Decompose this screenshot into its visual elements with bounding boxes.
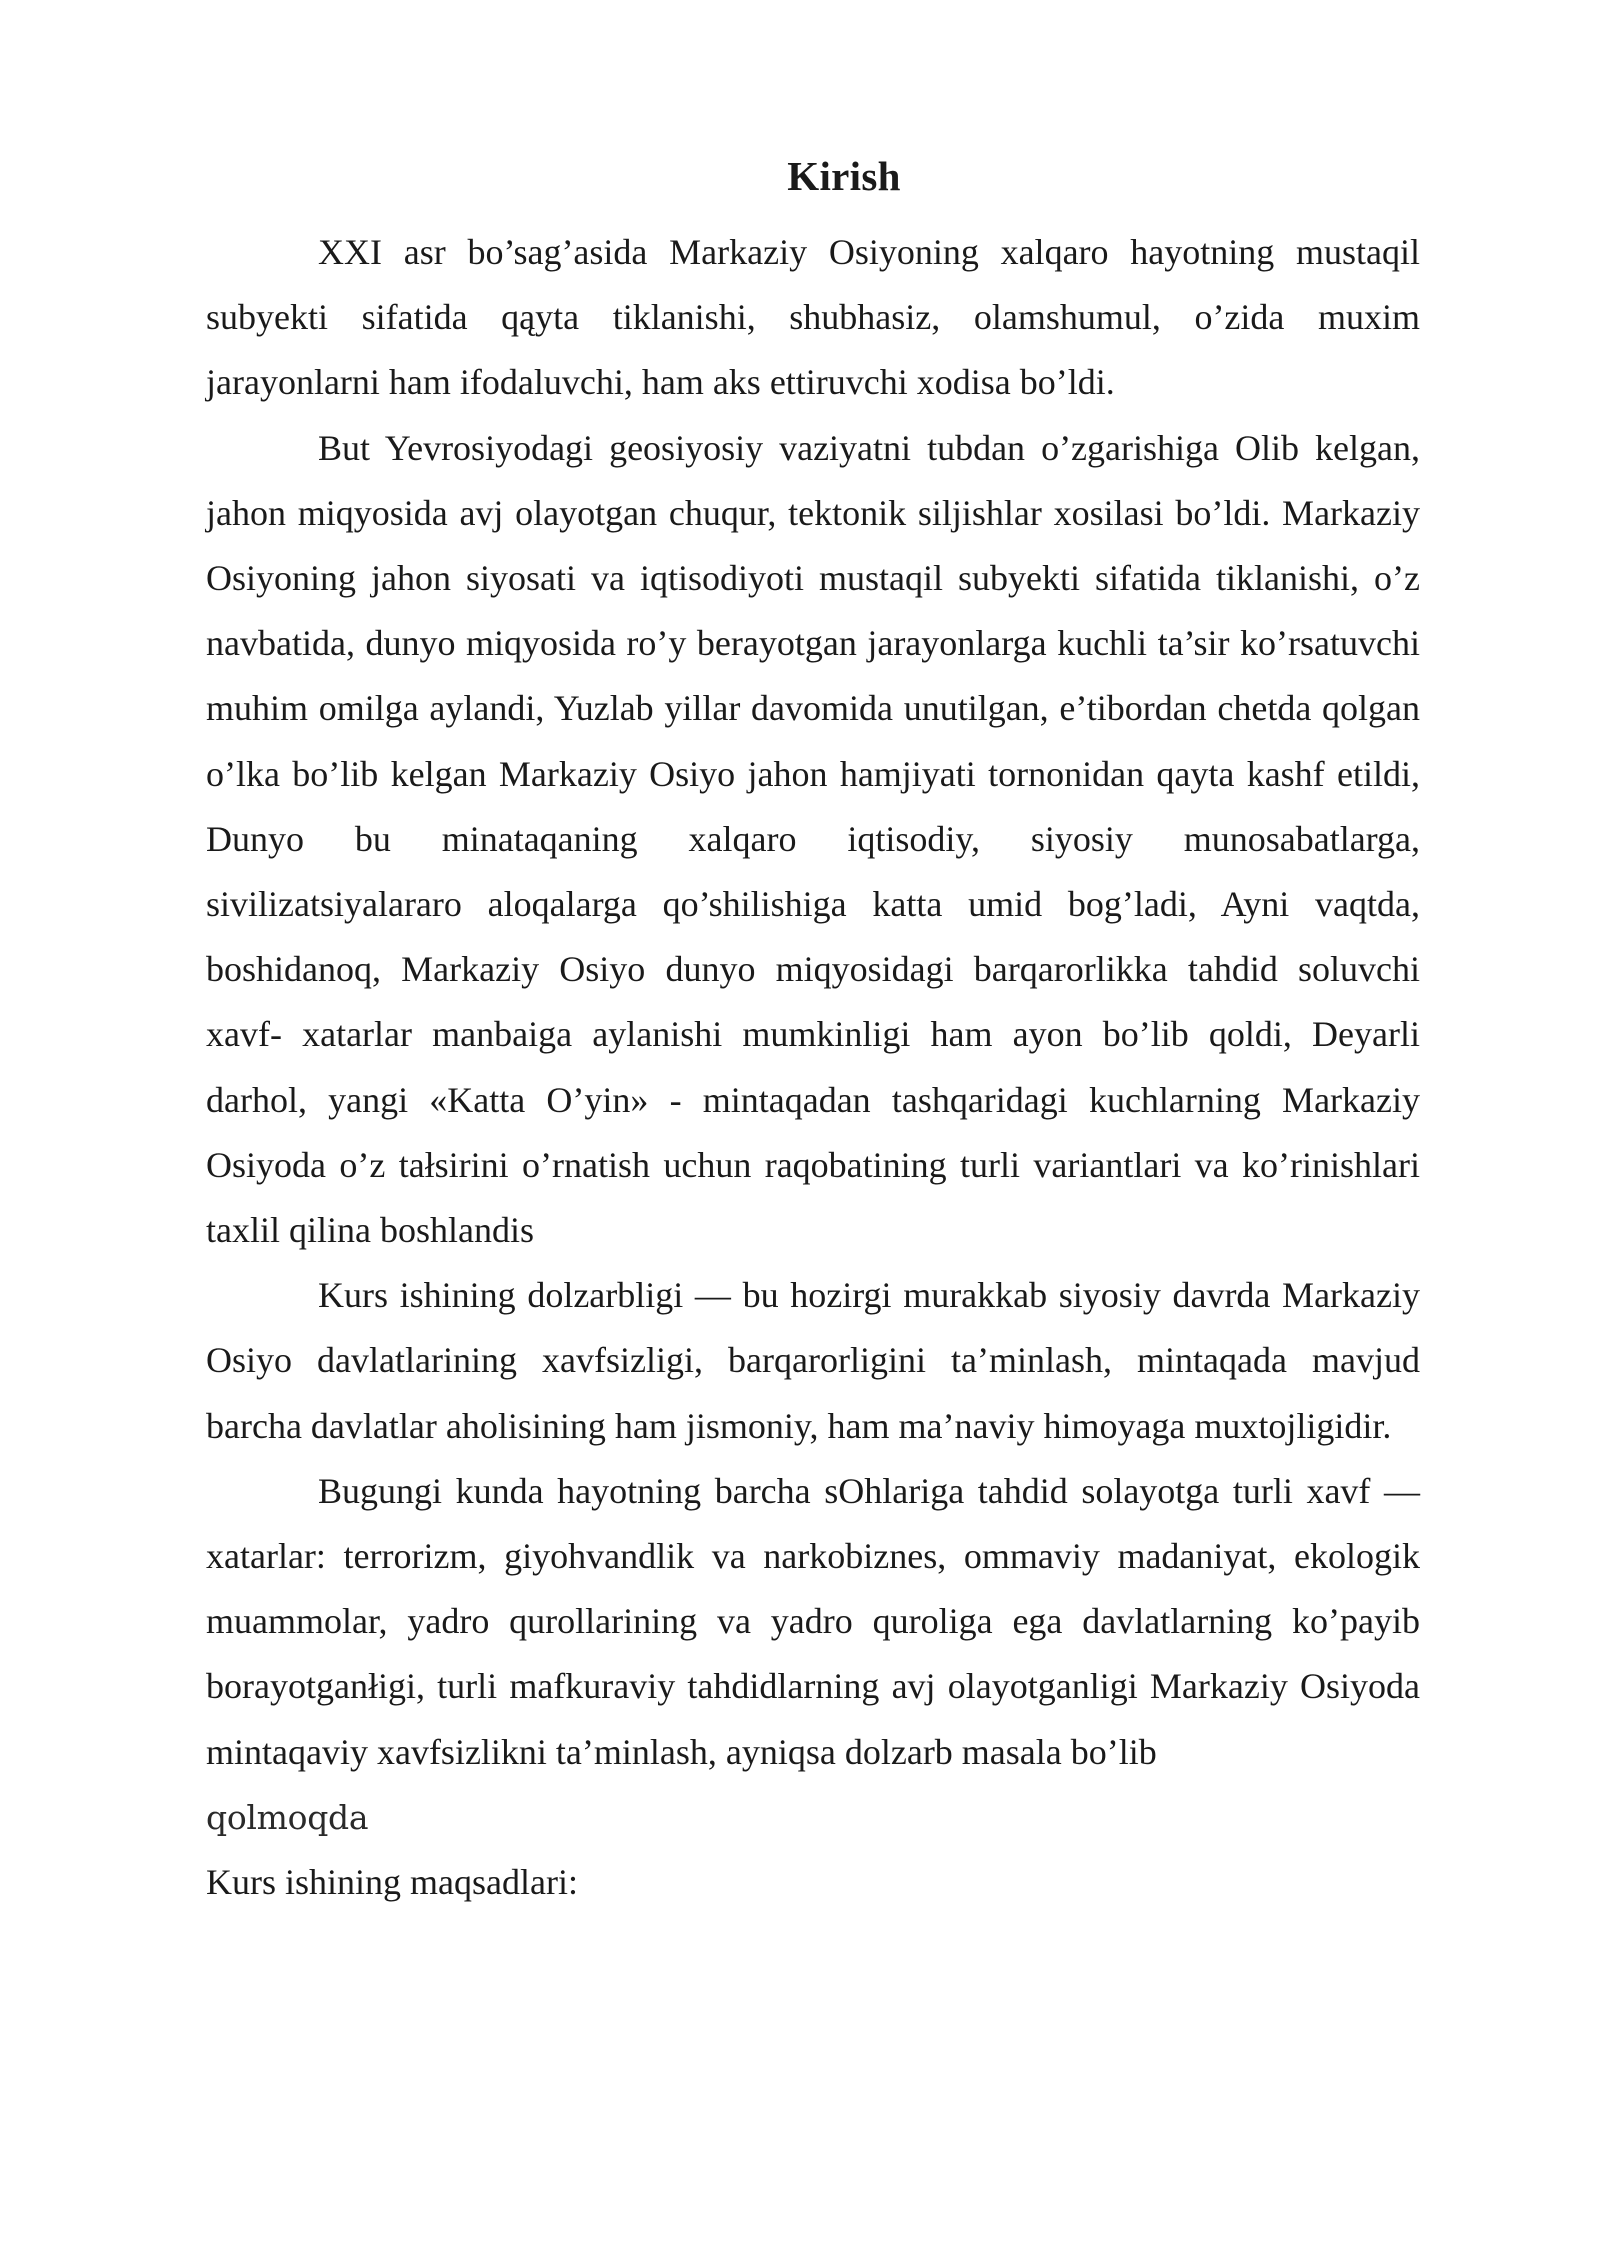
document-body — [206, 220, 1420, 1915]
page-title: Kirish — [787, 153, 901, 199]
paragraph-1: XXI asr bo’sag’asida Markaziy Osiyoning xalqaro hayotning mustaqil subyekti sifatida qąyta tiklanishi, shubhasiz, olamshumul, o’zida muxim jarayonlarni ham ifodaluvchi, ham aks ettiruvchi xodisa bo’ldi. — [206, 232, 1420, 403]
paragraph-4: Bugungi kunda hayotning barcha sOhlariga tahdid solayotga turli xavf — xatarlar: terrorizm, giyohvandlik va narkobiznes, ommaviy madaniyat, ekologik muammolar, yadro qurollarining va yadro quroliga ega davlatlarning ko’payib borayotganłigi, turli mafkuraviy tahdidlarning avj olayotganligi Markaziy Osiyoda mintaqaviy xavfsizlikni ta’minlash, ayniqsa dolzarb masala bo’lib — [206, 1470, 1420, 1772]
section-heading: Kurs ishining maqsadlari: — [206, 1862, 578, 1903]
paragraph-4-tail — [206, 1785, 1420, 1850]
paragraph-2: But Yevrosiyodagi geosiyosiy vaziyatni tubdan o’zgarishiga Olib kelgan, jahon miqyosida avj olayotgan chuqur, tektonik siljishlar xosilasi bo’ldi. Markaziy Osiyoning jahon siyosati va iqtisodiyoti mustaqil subyekti sifatida tiklanishi, o’z navbatida, dunyo miqyosida ro’y berayotgan jarayonlarga kuchli ta’sir ko’rsatuvchi muhim omilga aylandi, Yuzlab yillar davomida unutilgan, e’tibordan chetda qolgan o’lka bo’lib kelgan Markaziy Osiyo jahon hamjiyati tornonidan qayta kashf etildi, Dunyo bu minataqaning xalqaro iqtisodiy, siyosiy munosabatlarga, sivilizatsiyalararo aloqalarga qo’shilishiga katta umid bog’ladi, Ayni vaqtda, boshidanoq, Markaziy Osiyo dunyo miqyosidagi barqarorlikka tahdid soluvchi xavf- xatarlar manbaiga aylanishi mumkinligi ham ayon bo’lib qoldi, Deyarli darhol, yangi «Katta O’yin» - mintaqadan tashqaridagi kuchlarning Markaziy Osiyoda o’z tałsirini o’rnatish uchun raqobatining turli variantlari va ko’rinishlari taxlil qilina boshlandis — [206, 427, 1420, 1251]
paragraph-3: Kurs ishining dolzarbligi — bu hozirgi murakkab siyosiy davrda Markaziy Osiyo davlatlarining xavfsizligi, barqarorligini ta’minlash, mintaqada mavjud barcha davlatlar aholisining ham jismoniy, ham ma’naviy himoyaga muxtojligidir. — [206, 1275, 1420, 1446]
paragraph-tail-text: qolmoqda — [206, 1797, 369, 1837]
